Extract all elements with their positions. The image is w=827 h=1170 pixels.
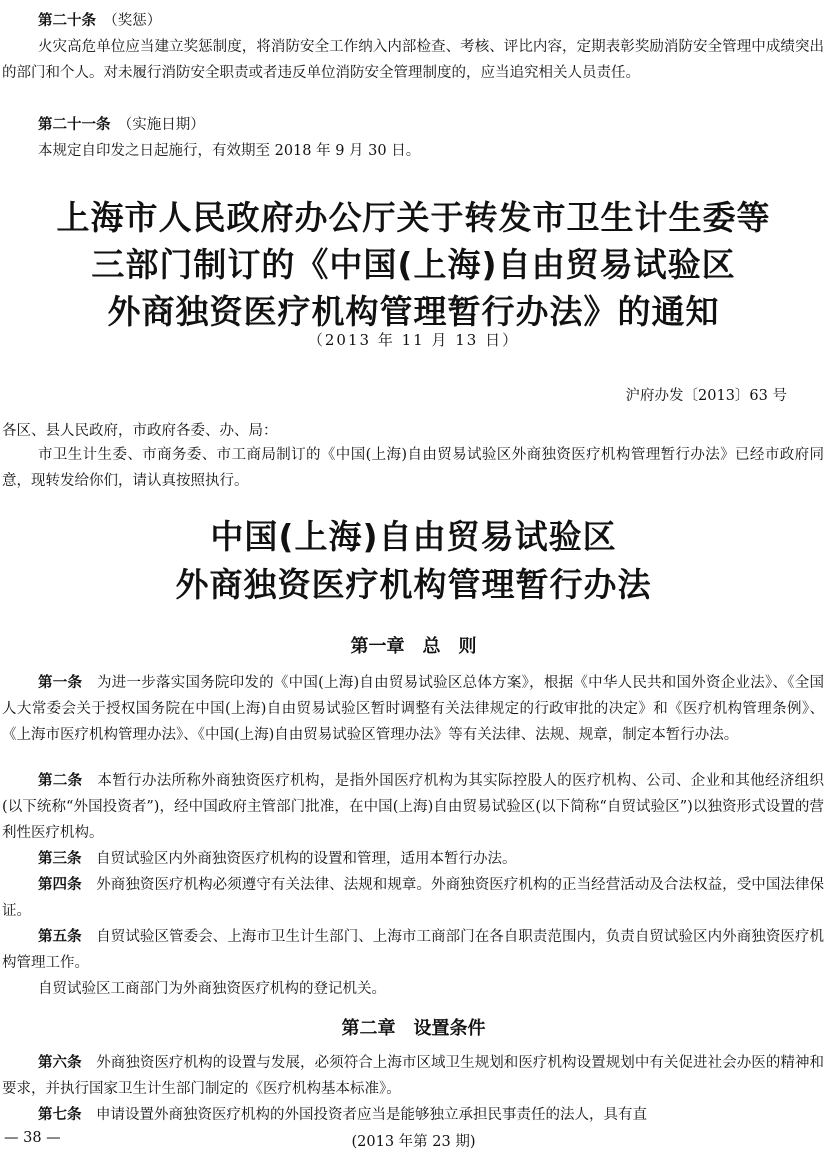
article-text: 自贸试验区内外商独资医疗机构的设置和管理，适用本暂行办法。 <box>81 851 517 867</box>
notice-title-line: 外商独资医疗机构管理暂行办法》的通知 <box>107 292 720 331</box>
notice-title-line: 三部门制订的《中国(上海)自由贸易试验区 <box>91 245 736 284</box>
article-label: 第五条 <box>38 929 82 945</box>
measures-title-line: 中国(上海)自由贸易试验区 <box>210 517 617 556</box>
article-label: 第二十一条 <box>38 117 111 133</box>
article-5-extra: 自贸试验区工商部门为外商独资医疗机构的登记机关。 <box>38 981 386 997</box>
measures-title <box>0 513 827 609</box>
article-text: 外商独资医疗机构必须遵守有关法律、法规和规章。外商独资医疗机构的正当经营活动及合法权益，受中国法律保证。 <box>2 877 824 919</box>
article-label: 第七条 <box>38 1107 82 1123</box>
document-number: 沪府办发〔2013〕63 号 <box>625 388 787 404</box>
page-number: — 38 — <box>4 1130 61 1146</box>
article-6 <box>2 1050 824 1102</box>
issue-number: (2013 年第 23 期) <box>351 1134 476 1150</box>
article-label: 第二十条 <box>38 13 96 29</box>
article-text: 外商独资医疗机构的设置与发展，必须符合上海市区域卫生规划和医疗机构设置规划中有关促进社会办医的精神和要求，并执行国家卫生计生部门制定的《医疗机构基本标准》。 <box>2 1055 824 1097</box>
article-text: 本暂行办法所称外商独资医疗机构，是指外国医疗机构为其实际控股人的医疗机构、公司、企业和其他经济组织(以下统称“外国投资者”)，经中国政府主管部门批准，在中国(上海)自由贸易试验区(以下简称“自贸试验区”)以独资形式设置的营利性医疗机构。 <box>2 773 825 841</box>
article-text: 自贸试验区管委会、上海市卫生计生部门、上海市工商部门在各自职责范围内，负责自贸试验区内外商独资医疗机构管理工作。 <box>2 929 824 971</box>
notice-date: （2013 年 11 月 13 日） <box>307 331 520 349</box>
article-text: 申请设置外商独资医疗机构的外国投资者应当是能够独立承担民事责任的法人，具有直 <box>81 1107 647 1123</box>
article-1 <box>2 670 824 748</box>
article-label: 第一条 <box>38 675 83 691</box>
article-label: 第四条 <box>38 877 82 893</box>
article-label: 第六条 <box>38 1055 82 1071</box>
article-label: 第三条 <box>38 851 82 867</box>
article-2 <box>2 768 824 846</box>
article-text: 为进一步落实国务院印发的《中国(上海)自由贸易试验区总体方案》，根据《中华人民共和国外资企业法》、《全国人大常委会关于授权国务院在中国(上海)自由贸易试验区暂时调整有关法律规定的行政审批的决定》和《医疗机构管理条例》、《上海市医疗机构管理办法》、《中国(上海)自由贸易试验区管理办法》等有关法律、法规、规章，制定本暂行办法。 <box>2 675 824 743</box>
article-21-heading <box>2 112 824 138</box>
article-heading: （奖惩） <box>110 13 162 29</box>
notice-body: 市卫生计生委、市商务委、市工商局制订的《中国(上海)自由贸易试验区外商独资医疗机构管理暂行办法》已经市政府同意，现转发给你们，请认真按照执行。 <box>2 447 824 489</box>
notice-title <box>0 194 827 335</box>
article-label: 第二条 <box>38 773 83 789</box>
chapter-1-heading: 第一章 总 则 <box>350 636 477 657</box>
notice-recipients: 各区、县人民政府，市政府各委、办、局： <box>2 423 278 439</box>
article-7 <box>2 1102 824 1128</box>
article-20-heading <box>2 8 824 34</box>
article-20-text: 火灾高危单位应当建立奖惩制度，将消防安全工作纳入内部检查、考核、评比内容，定期表彰奖励消防安全管理中成绩突出的部门和个人。对未履行消防安全职责或者违反单位消防安全管理制度的，应当追究相关人员责任。 <box>2 39 824 81</box>
chapter-2-heading: 第二章 设置条件 <box>341 1018 486 1039</box>
measures-title-line: 外商独资医疗机构管理暂行办法 <box>175 565 652 604</box>
article-4 <box>2 872 824 924</box>
article-3 <box>2 846 824 872</box>
notice-title-line: 上海市人民政府办公厅关于转发市卫生计生委等 <box>56 198 771 237</box>
article-heading: （实施日期） <box>125 117 205 133</box>
article-21-text: 本规定自印发之日起施行，有效期至 2018 年 9 月 30 日。 <box>38 143 421 159</box>
article-5 <box>2 924 824 976</box>
